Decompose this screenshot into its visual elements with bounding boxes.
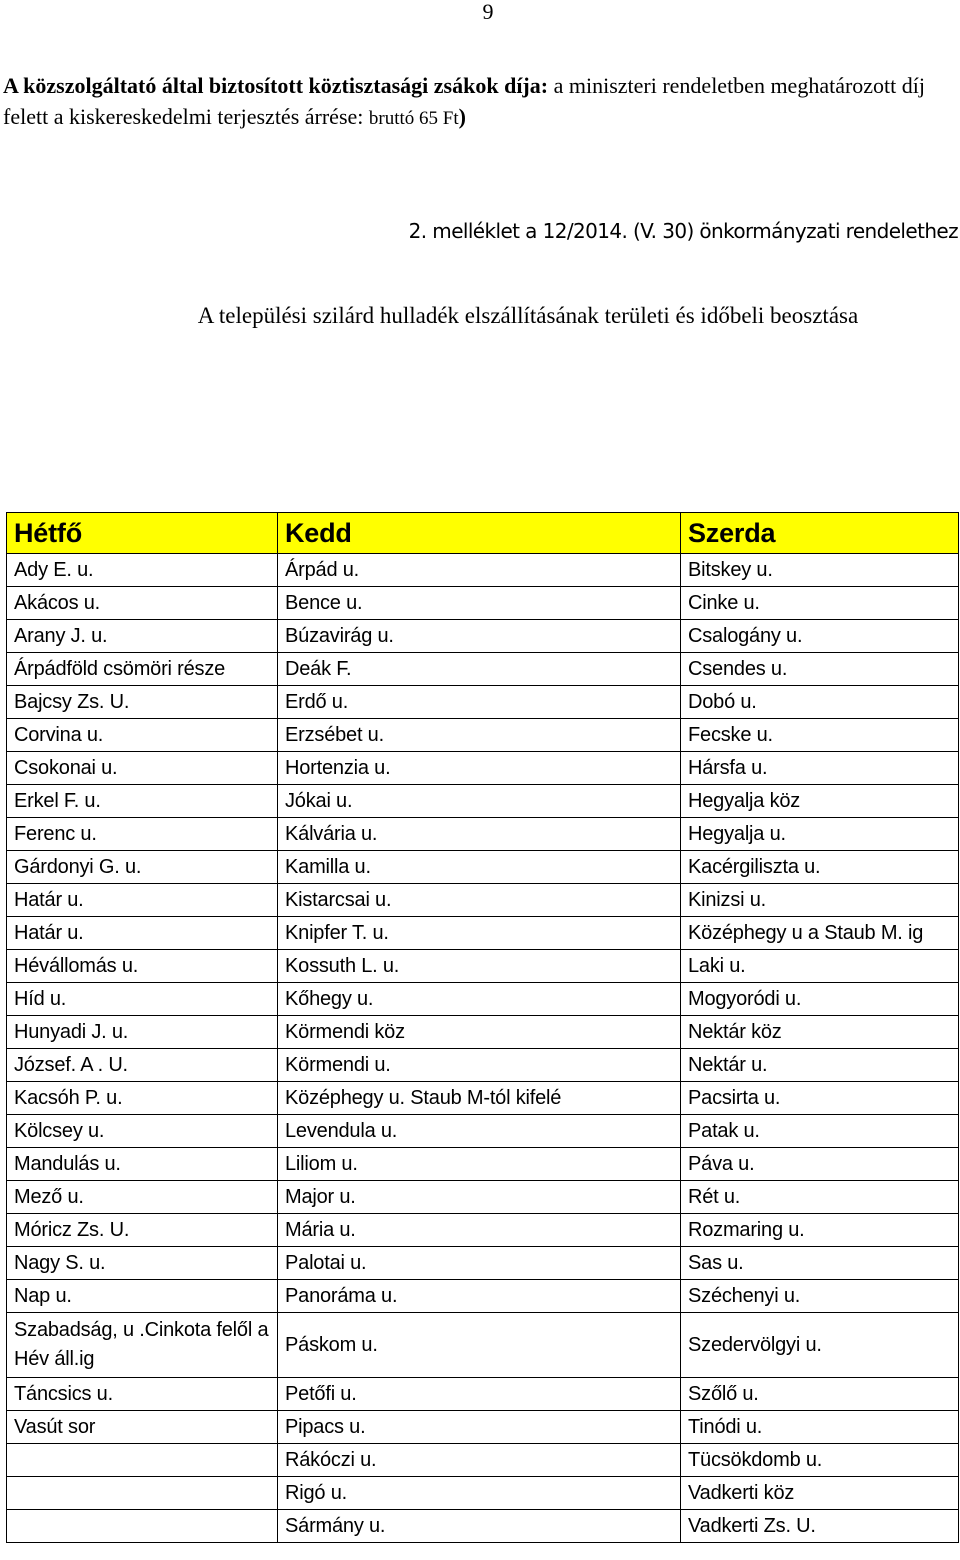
cell-tuesday: Páskom u. [278, 1313, 681, 1378]
intro-paragraph [3, 70, 953, 134]
cell-wednesday: Pacsirta u. [681, 1082, 959, 1115]
cell-wednesday: Tücsökdomb u. [681, 1444, 959, 1477]
cell-monday: Hunyadi J. u. [7, 1016, 278, 1049]
table-row [7, 785, 959, 818]
annex-reference: 2. melléklet a 12/2014. (V. 30) önkormányzati rendelethez [408, 219, 958, 243]
cell-monday: Ady E. u. [7, 554, 278, 587]
page-number: 9 [482, 0, 494, 24]
cell-tuesday: Kamilla u. [278, 851, 681, 884]
table-row [7, 851, 959, 884]
cell-wednesday: Nektár u. [681, 1049, 959, 1082]
header-monday: Hétfő [7, 513, 278, 554]
cell-monday: Ferenc u. [7, 818, 278, 851]
table-row [7, 1016, 959, 1049]
table-row [7, 983, 959, 1016]
table-row [7, 884, 959, 917]
cell-wednesday: Dobó u. [681, 686, 959, 719]
table-row [7, 917, 959, 950]
cell-monday: Mező u. [7, 1181, 278, 1214]
intro-closing-paren: ) [458, 104, 466, 129]
cell-tuesday: Búzavirág u. [278, 620, 681, 653]
cell-monday: Vasút sor [7, 1411, 278, 1444]
cell-tuesday: Deák F. [278, 653, 681, 686]
cell-tuesday: Középhegy u. Staub M-tól kifelé [278, 1082, 681, 1115]
cell-tuesday: Palotai u. [278, 1247, 681, 1280]
cell-wednesday: Tinódi u. [681, 1411, 959, 1444]
table-row [7, 1477, 959, 1510]
cell-tuesday: Erdő u. [278, 686, 681, 719]
cell-wednesday: Nektár köz [681, 1016, 959, 1049]
cell-tuesday: Kőhegy u. [278, 983, 681, 1016]
table-row [7, 818, 959, 851]
table-row [7, 1082, 959, 1115]
cell-monday: Hévállomás u. [7, 950, 278, 983]
table-row [7, 653, 959, 686]
cell-wednesday: Hegyalja köz [681, 785, 959, 818]
cell-wednesday: Hegyalja u. [681, 818, 959, 851]
cell-tuesday: Körmendi u. [278, 1049, 681, 1082]
cell-wednesday: Mogyoródi u. [681, 983, 959, 1016]
table-row [7, 1313, 959, 1378]
cell-tuesday: Sármány u. [278, 1510, 681, 1543]
cell-monday: Erkel F. u. [7, 785, 278, 818]
table-row [7, 620, 959, 653]
table-row [7, 1181, 959, 1214]
table-row [7, 1411, 959, 1444]
cell-monday [7, 1510, 278, 1543]
cell-wednesday: Szőlő u. [681, 1378, 959, 1411]
cell-wednesday: Patak u. [681, 1115, 959, 1148]
cell-monday [7, 1444, 278, 1477]
cell-tuesday: Knipfer T. u. [278, 917, 681, 950]
intro-price-text: bruttó 65 Ft [368, 108, 459, 129]
schedule-body [7, 554, 959, 1543]
cell-monday: Határ u. [7, 884, 278, 917]
table-row [7, 1280, 959, 1313]
table-row [7, 554, 959, 587]
cell-monday: Arany J. u. [7, 620, 278, 653]
cell-wednesday: Széchenyi u. [681, 1280, 959, 1313]
cell-monday: Gárdonyi G. u. [7, 851, 278, 884]
cell-monday: Móricz Zs. U. [7, 1214, 278, 1247]
header-wednesday: Szerda [681, 513, 959, 554]
cell-monday: Határ u. [7, 917, 278, 950]
table-row [7, 1115, 959, 1148]
cell-tuesday: Kálvária u. [278, 818, 681, 851]
cell-monday: Nagy S. u. [7, 1247, 278, 1280]
cell-monday: Szabadság, u .Cinkota felől a Hév áll.ig [7, 1313, 278, 1378]
cell-monday: Táncsics u. [7, 1378, 278, 1411]
cell-monday: Bajcsy Zs. U. [7, 686, 278, 719]
cell-wednesday: Kacérgiliszta u. [681, 851, 959, 884]
cell-tuesday: Levendula u. [278, 1115, 681, 1148]
cell-tuesday: Bence u. [278, 587, 681, 620]
cell-wednesday: Csalogány u. [681, 620, 959, 653]
document-title: A települési szilárd hulladék elszállításának területi és időbeli beosztása [197, 303, 859, 328]
cell-wednesday: Csendes u. [681, 653, 959, 686]
cell-monday: Csokonai u. [7, 752, 278, 785]
cell-wednesday: Hársfa u. [681, 752, 959, 785]
table-row [7, 1214, 959, 1247]
cell-wednesday: Vadkerti köz [681, 1477, 959, 1510]
cell-wednesday: Bitskey u. [681, 554, 959, 587]
cell-wednesday: Sas u. [681, 1247, 959, 1280]
table-row [7, 1378, 959, 1411]
cell-tuesday: Árpád u. [278, 554, 681, 587]
cell-monday: Corvina u. [7, 719, 278, 752]
schedule-table [6, 512, 959, 1543]
cell-monday: Mandulás u. [7, 1148, 278, 1181]
cell-monday: József. A . U. [7, 1049, 278, 1082]
table-row [7, 1049, 959, 1082]
cell-monday: Híd u. [7, 983, 278, 1016]
cell-tuesday: Liliom u. [278, 1148, 681, 1181]
cell-wednesday: Páva u. [681, 1148, 959, 1181]
intro-bold-text: A közszolgáltató által biztosított köztisztasági zsákok díja: [3, 73, 549, 98]
table-row [7, 1510, 959, 1543]
cell-tuesday: Rákóczi u. [278, 1444, 681, 1477]
table-row [7, 950, 959, 983]
cell-monday: Árpádföld csömöri része [7, 653, 278, 686]
cell-tuesday: Hortenzia u. [278, 752, 681, 785]
cell-tuesday: Rigó u. [278, 1477, 681, 1510]
cell-monday: Akácos u. [7, 587, 278, 620]
header-row [7, 513, 959, 554]
cell-tuesday: Panoráma u. [278, 1280, 681, 1313]
cell-wednesday: Rozmaring u. [681, 1214, 959, 1247]
cell-monday: Kacsóh P. u. [7, 1082, 278, 1115]
cell-tuesday: Kossuth L. u. [278, 950, 681, 983]
table-row [7, 752, 959, 785]
cell-wednesday: Vadkerti Zs. U. [681, 1510, 959, 1543]
cell-tuesday: Major u. [278, 1181, 681, 1214]
cell-monday [7, 1477, 278, 1510]
cell-wednesday: Laki u. [681, 950, 959, 983]
cell-tuesday: Pipacs u. [278, 1411, 681, 1444]
cell-tuesday: Jókai u. [278, 785, 681, 818]
intro-normal-text: a miniszteri rendeletben meghatározott díj felett a kiskereskedelmi terjesztés árrése: [3, 73, 926, 129]
table-row [7, 686, 959, 719]
table-row [7, 587, 959, 620]
table-row [7, 1148, 959, 1181]
cell-wednesday: Cinke u. [681, 587, 959, 620]
cell-tuesday: Petőfi u. [278, 1378, 681, 1411]
cell-wednesday: Szedervölgyi u. [681, 1313, 959, 1378]
table-row [7, 1247, 959, 1280]
cell-wednesday: Fecske u. [681, 719, 959, 752]
cell-tuesday: Körmendi köz [278, 1016, 681, 1049]
cell-wednesday: Rét u. [681, 1181, 959, 1214]
table-row [7, 1444, 959, 1477]
cell-monday: Kölcsey u. [7, 1115, 278, 1148]
table-row [7, 719, 959, 752]
cell-wednesday: Kinizsi u. [681, 884, 959, 917]
cell-tuesday: Mária u. [278, 1214, 681, 1247]
cell-tuesday: Kistarcsai u. [278, 884, 681, 917]
cell-tuesday: Erzsébet u. [278, 719, 681, 752]
header-tuesday: Kedd [278, 513, 681, 554]
cell-monday: Nap u. [7, 1280, 278, 1313]
cell-wednesday: Középhegy u a Staub M. ig [681, 917, 959, 950]
